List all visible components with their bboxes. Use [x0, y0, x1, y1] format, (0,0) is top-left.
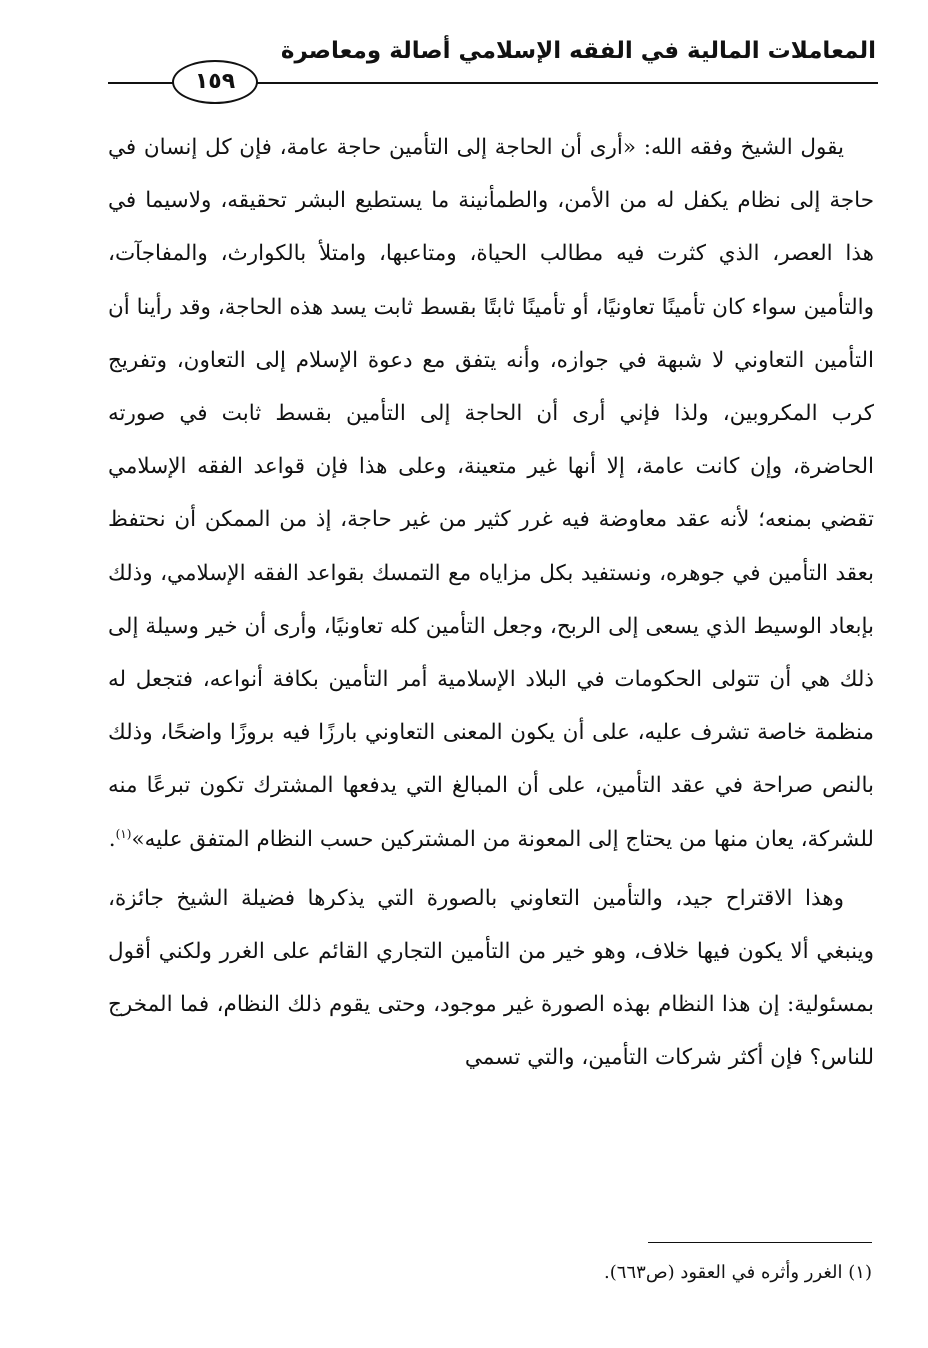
- paragraph-quote: [108, 121, 874, 866]
- paragraph-quote-end: .: [108, 826, 116, 852]
- footnote: (١) الغرر وأثره في العقود (ص٦٦٣).: [604, 1262, 872, 1283]
- footnote-reference: (١): [115, 826, 132, 841]
- body-text: [108, 121, 874, 1085]
- paragraph-quote-text: يقول الشيخ وفقه الله: «أرى أن الحاجة إلى التأمين حاجة عامة، فإن كل إنسان في حاجة إلى نظام يكفل له من الأمن، والطمأنينة ما يستطيع البشر تحقيقه، ولاسيما في هذا العصر، الذي كثرت فيه مطالب الحياة، ومتاعبها، وامتلأ بالكوارث، والمفاجآت، والتأمين سواء كان تأمينًا تعاونيًا، أو تأمينًا ثابتًا بقسط ثابت يسد هذه الحاجة، وقد رأينا أن التأمين التعاوني لا شبهة في جوازه، وأنه يتفق مع دعوة الإسلام إلى التعاون، وتفريج كرب المكروبين، ولذا فإني أرى أن الحاجة إلى التأمين بقسط ثابت في صورته الحاضرة، وإن كانت عامة، إلا أنها غير متعينة، وعلى هذا فإن قواعد الفقه الإسلامي تقضي بمنعه؛ لأنه عقد معاوضة فيه غرر كثير من غير حاجة، إذ من الممكن أن نحتفظ بعقد التأمين في جوهره، ونستفيد بكل مزاياه مع التمسك بقواعد الفقه الإسلامي، وذلك بإبعاد الوسيط الذي يسعى إلى الربح، وجعل التأمين كله تعاونيًا، وأرى أن خير وسيلة إلى ذلك هي أن تتولى الحكومات في البلاد الإسلامية أمر التأمين بكافة أنواعه، فتجعل له منظمة خاصة تشرف عليه، على أن يكون المعنى التعاوني بارزًا فيه بروزًا واضحًا، وذلك بالنص صراحة في عقد التأمين، على أن المبالغ التي يدفعها المشترك تكون تبرعًا منه للشركة، يعان منها من يحتاج إلى المعونة من المشتركين حسب النظام المتفق عليه»: [108, 135, 874, 852]
- paragraph-commentary: وهذا الاقتراح جيد، والتأمين التعاوني بالصورة التي يذكرها فضيلة الشيخ جائزة، وينبغي ألا يكون فيها خلاف، وهو خير من التأمين التجاري القائم على الغرر ولكني أقول بمسئولية: إن هذا النظام بهذه الصورة غير موجود، وحتى يقوم ذلك النظام، فما المخرج للناس؟ فإن أكثر شركات التأمين، والتي تسمي: [108, 885, 874, 1071]
- footnote-rule: [648, 1242, 872, 1243]
- page-number-badge: ١٥٩: [172, 60, 258, 104]
- running-title: المعاملات المالية في الفقه الإسلامي أصالة ومعاصرة: [280, 38, 876, 64]
